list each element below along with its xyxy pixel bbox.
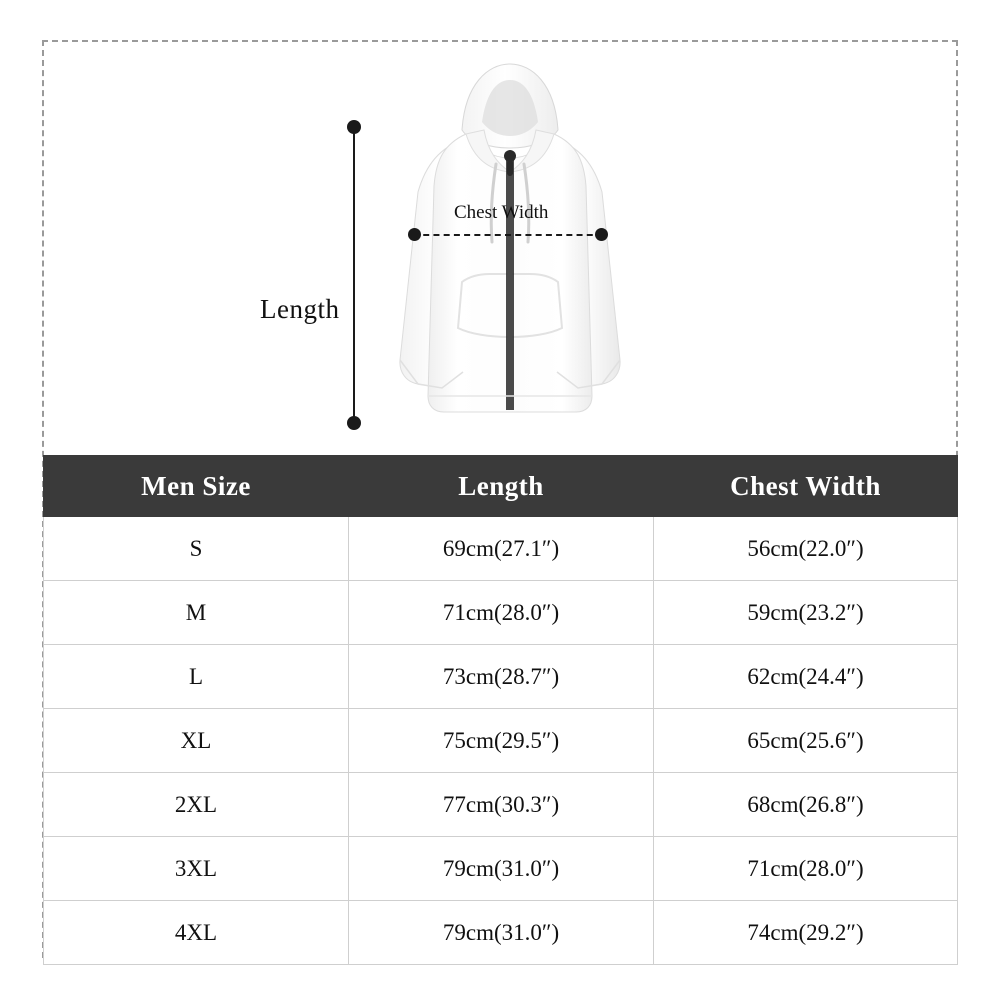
length-endpoint-top	[347, 120, 361, 134]
cell-size: 3XL	[44, 837, 349, 901]
cell-length: 77cm(30.3″)	[349, 773, 654, 837]
cell-chest: 56cm(22.0″)	[654, 517, 958, 581]
chest-measure-line	[413, 234, 603, 236]
hoodie-icon	[370, 60, 650, 450]
cell-chest: 74cm(29.2″)	[654, 901, 958, 965]
table-row	[44, 645, 958, 709]
cell-length: 69cm(27.1″)	[349, 517, 654, 581]
cell-chest: 65cm(25.6″)	[654, 709, 958, 773]
length-measure-line	[353, 126, 355, 422]
size-table	[43, 455, 958, 965]
table-row	[44, 773, 958, 837]
cell-chest: 59cm(23.2″)	[654, 581, 958, 645]
cell-size: XL	[44, 709, 349, 773]
length-endpoint-bottom	[347, 416, 361, 430]
chest-endpoint-right	[595, 228, 608, 241]
cell-length: 79cm(31.0″)	[349, 901, 654, 965]
table-header-row	[44, 456, 958, 517]
garment-illustration	[42, 42, 958, 454]
table-row	[44, 581, 958, 645]
column-header-size: Men Size	[44, 456, 349, 517]
cell-chest: 62cm(24.4″)	[654, 645, 958, 709]
chest-width-label: Chest Width	[454, 202, 549, 223]
cell-length: 79cm(31.0″)	[349, 837, 654, 901]
cell-size: M	[44, 581, 349, 645]
cell-length: 73cm(28.7″)	[349, 645, 654, 709]
chest-endpoint-left	[408, 228, 421, 241]
cell-size: S	[44, 517, 349, 581]
cell-chest: 71cm(28.0″)	[654, 837, 958, 901]
cell-length: 75cm(29.5″)	[349, 709, 654, 773]
cell-chest: 68cm(26.8″)	[654, 773, 958, 837]
table-row	[44, 901, 958, 965]
cell-size: 4XL	[44, 901, 349, 965]
cell-length: 71cm(28.0″)	[349, 581, 654, 645]
table-row	[44, 709, 958, 773]
column-header-chest: Chest Width	[654, 456, 958, 517]
cell-size: L	[44, 645, 349, 709]
cell-size: 2XL	[44, 773, 349, 837]
length-label: Length	[260, 294, 340, 324]
table-row	[44, 517, 958, 581]
table-row	[44, 837, 958, 901]
column-header-length: Length	[349, 456, 654, 517]
